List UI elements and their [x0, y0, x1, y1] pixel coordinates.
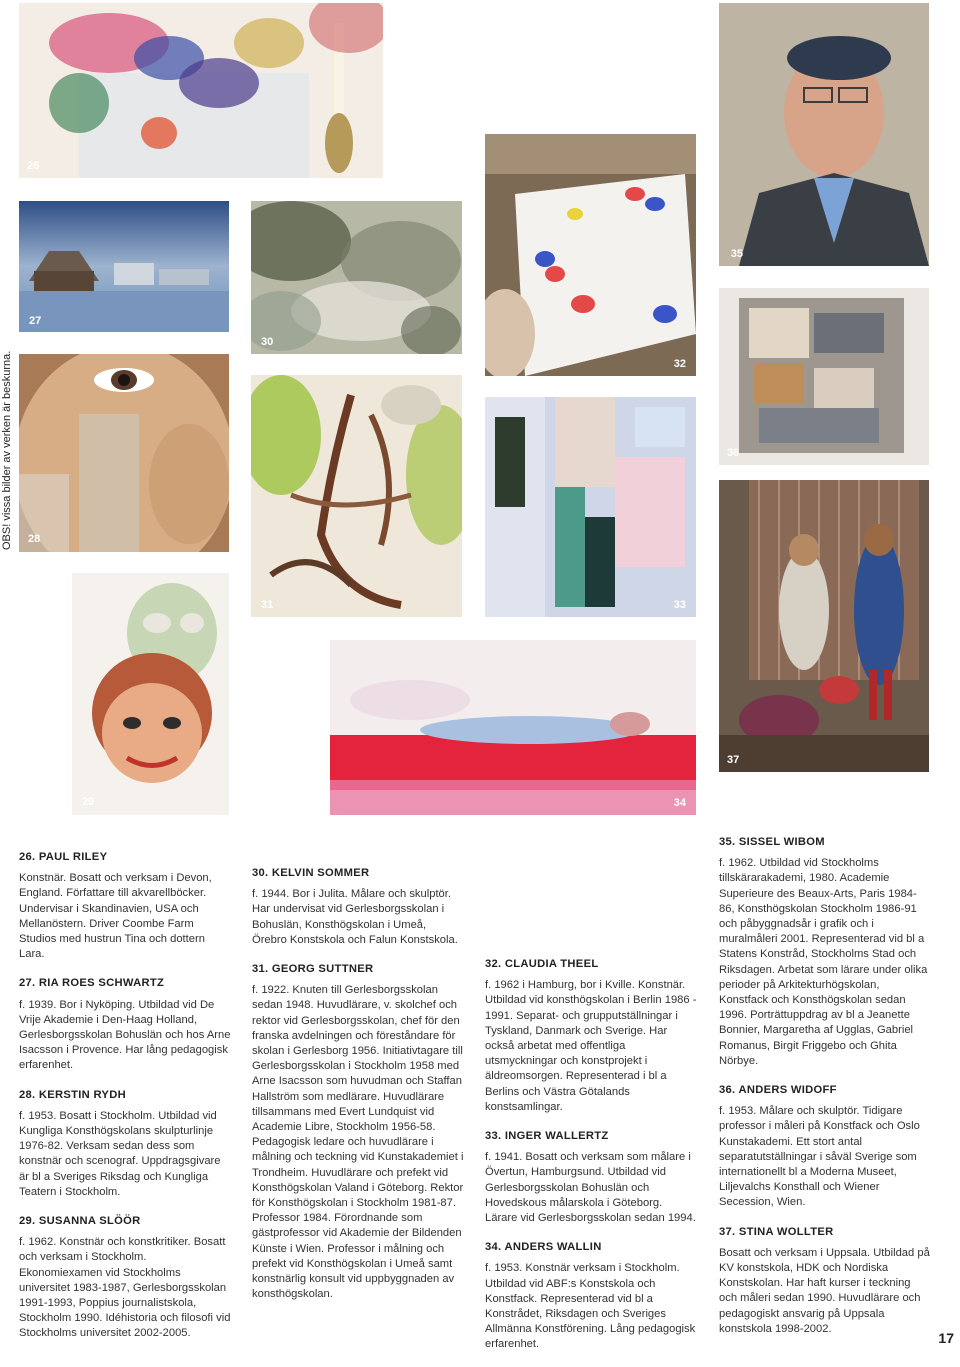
- artwork-number: 32: [673, 358, 686, 370]
- artist-entry: [485, 1129, 697, 1226]
- two-faces-painting-icon: [72, 573, 229, 815]
- artist-bio: f. 1962. Utbildad vid Stockholms tillskärarakademi, 1980. Academie Superieure des Beaux-Arts, Paris 1984-86, Konsthögskolan Stockholm 1986-91 och påbyggnadsår i grafik och i muralmåleri 2001. Representerad vid bl a Statens Konstråd, Stockholms Stad och Riksdagen. Arbetat som lärare under olika perioder på Arkitekturhögskolan, Konstfack och Konsthögskolan sedan 1996. Porträttuppdrag av bl a Jeanette Bonnier, Margaretha af Ugglas, Gabriel Romanus, Birgit Friggebo och Ghita Nörbye.: [719, 857, 928, 1067]
- artist-bio: f. 1953. Målare och skulptör. Tidigare professor i måleri på Konstfack och Oslo Kunstakademi. Ett stort antal separatutställningar i såväl Sverige som internationellt bl a Moderna Museet, Liljevalchs Konsthall och Wiener Secession, Wien.: [719, 1105, 920, 1209]
- artist-heading: 31. GEORG SUTTNER: [252, 963, 374, 976]
- artwork-37: [719, 480, 929, 772]
- artist-entry: [19, 976, 231, 1073]
- page-number: 17: [938, 1330, 954, 1346]
- artist-bio: Konstnär. Bosatt och verksam i Devon, England. Författare till akvarellböcker. Undervisar i Skandinavien, USA och Mellanöstern. Driver Coombe Farm Studios med hustrun Tina och dottern Lara.: [19, 872, 212, 961]
- artist-heading: 37. STINA WOLLTER: [719, 1225, 834, 1238]
- figure-sketch-painting-icon: [251, 375, 462, 617]
- text-column-4: [719, 835, 931, 1351]
- artist-bio: Bosatt och verksam i Uppsala. Utbildad på KV konstskola, HDK och Nordiska Konstskolan. Har haft kurser i teckning och måleri sedan 1990. Huvudlärare och pedagogiskt ansvarig på Uppsala konstskola 1998-2002.: [719, 1246, 930, 1335]
- artwork-number: 35: [730, 248, 743, 260]
- artwork-number: 33: [673, 599, 686, 611]
- text-column-1: [19, 850, 231, 1356]
- artwork-number: 31: [261, 599, 274, 611]
- artist-entry: [719, 1083, 931, 1211]
- artist-entry: [19, 1088, 231, 1200]
- artist-bio: f. 1953. Bosatt i Stockholm. Utbildad vid Kungliga Konsthögskolans skulpturlinje 1976-82. Verksam sedan dess som konstnär och scenograf. Uppdragsgivare är bl a Sveriges Riksdag och Kungliga Teatern i Stockholm.: [19, 1109, 221, 1198]
- artist-entry: [19, 1214, 231, 1342]
- artist-entry: [485, 957, 697, 1115]
- artwork-number: 28: [28, 533, 41, 545]
- artist-heading: 28. KERSTIN RYDH: [19, 1088, 126, 1101]
- artwork-32: [485, 134, 696, 376]
- man-with-cap-portrait-icon: [719, 3, 929, 266]
- artwork-27: [19, 201, 229, 332]
- artist-heading: 29. SUSANNA SLÖÖR: [19, 1215, 141, 1228]
- artist-entry: [252, 962, 464, 1302]
- artist-bio: f. 1922. Knuten till Gerlesborgsskolan sedan 1948. Huvudlärare, v. skolchef och rektor vid Gerlesborgsskolan, chef för den franska avdelningen och föreståndare för skolan i Gerlesborg 1956. Initiativtagare till Gerlesborgsskolan i Stockholm 1958 med Arne Isacsson som huvudman och Staffan Hallström som medlärare. Huvudlärare tillsammans med Evert Lundquist vid Academie Libre, Stockholm 1956-58. Pedagogisk ledare och huvudlärare i målning och teckning vid Kunstakademiet i Trondheim. Huvudlärare och prefekt vid Konsthögskolan Valand i Göteborg. Rektor för Konsthögskolan i Stockholm 1981-87. Professor 1984. Förordnande som gästprofessor vid Akademie der Bildenden Künste i Wien. Professor i målning och prefekt vid Konsthögskolan i Umeå samt konstnärlig konsult vid uppbyggnaden av konsthögskolan.: [252, 984, 464, 1301]
- artist-heading: 26. PAUL RILEY: [19, 851, 108, 863]
- artwork-26: [19, 3, 383, 178]
- text-column-2: [252, 866, 464, 1316]
- artist-entry: [252, 866, 464, 948]
- artwork-number: 26: [27, 160, 40, 172]
- artist-entry: [19, 850, 231, 962]
- artist-entry: [719, 835, 931, 1069]
- text-column-3: [485, 957, 697, 1367]
- artist-bio: f. 1939. Bor i Nyköping. Utbildad vid De Vrije Akademie i Den-Haag Holland, Gerlesborgsskolan Bohuslän och hos Arne Isacsson i Provence. Har lång pedagogisk erfarenhet.: [19, 998, 231, 1072]
- artwork-number: 30: [261, 336, 274, 348]
- face-portrait-painting-icon: [19, 354, 229, 552]
- artist-bio: f. 1941. Bosatt och verksam som målare i Övertun, Hamburgsund. Utbildad vid Gerlesborgsskolan Bohuslän och Hovedskous målarskola i Göteborg. Lärare vid Gerlesborgsskolan sedan 1994.: [485, 1151, 696, 1225]
- artwork-29: [72, 573, 229, 815]
- artist-entry: [719, 1225, 931, 1337]
- artwork-number: 27: [29, 315, 42, 327]
- artwork-36: [719, 288, 929, 465]
- artist-heading: 33. INGER WALLERTZ: [485, 1130, 609, 1143]
- artist-entry: [485, 1240, 697, 1352]
- artwork-number: 37: [727, 754, 740, 766]
- artist-heading: 36. ANDERS WIDOFF: [719, 1084, 837, 1097]
- artist-heading: 30. KELVIN SOMMER: [252, 867, 370, 879]
- artist-heading: 27. RIA ROES SCHWARTZ: [19, 977, 165, 990]
- artwork-number: 34: [673, 797, 686, 809]
- artist-heading: 35. SISSEL WIBOM: [719, 836, 825, 848]
- artist-bio: f. 1962. Konstnär och konstkritiker. Bosatt och verksam i Stockholm. Ekonomiexamen vid Stockholms universitet 1983-1987, Gerlesborgsskolan 1991-1993, Poppius journalistskola, Stockholm 1990. Idéhistoria och filosofi vid Stockholms universitet 2002-2005.: [19, 1236, 231, 1340]
- artist-bio: f. 1962 i Hamburg, bor i Kville. Konstnär. Utbildad vid konsthögskolan i Berlin 1986 - 1991. Separat- och grupputställningar i Tyskland, Danmark och Sverige. Har också arbetat med offentliga utsmyckningar och konstprojekt i äldreomsorgen. Representerad i bl a Berlins och Västra Götalands konstsamlingar.: [485, 979, 697, 1113]
- artwork-35: [719, 3, 929, 266]
- abstract-color-painting-icon: [485, 397, 696, 617]
- children-at-loom-painting-icon: [719, 480, 929, 772]
- artwork-34: [330, 640, 696, 815]
- artwork-number: 29: [82, 796, 95, 808]
- artist-heading: 34. ANDERS WALLIN: [485, 1241, 602, 1254]
- artwork-30: [251, 201, 462, 354]
- collaborative-painting-photo-icon: [485, 134, 696, 376]
- artwork-31: [251, 375, 462, 617]
- abstract-landscape-painting-icon: [251, 201, 462, 354]
- reclining-figure-watercolor-icon: [330, 640, 696, 815]
- artwork-28: [19, 354, 229, 552]
- artist-heading: 32. CLAUDIA THEEL: [485, 958, 599, 970]
- artwork-33: [485, 397, 696, 617]
- artwork-number: 36: [727, 447, 740, 459]
- still-life-flowers-painting-icon: [19, 3, 383, 178]
- artist-bio: f. 1944. Bor i Julita. Målare och skulptör. Har undervisat vid Gerlesborgsskolan i Bohuslän, Konsthögskolan i Umeå, Örebro Konstskola och Falun Konstskola.: [252, 888, 458, 946]
- side-note: OBS! vissa bilder av verken är beskurna.: [1, 350, 13, 550]
- coastal-houses-watercolor-icon: [19, 201, 229, 332]
- textile-collage-artwork-icon: [719, 288, 929, 465]
- artist-bio: f. 1953. Konstnär verksam i Stockholm. Utbildad vid ABF:s Konstskola och Konstfack. Representerad vid bl a Konstrådet, Riksdagen och Sveriges Allmänna Konstförening. Lång pedagogisk erfarenhet.: [485, 1262, 696, 1351]
